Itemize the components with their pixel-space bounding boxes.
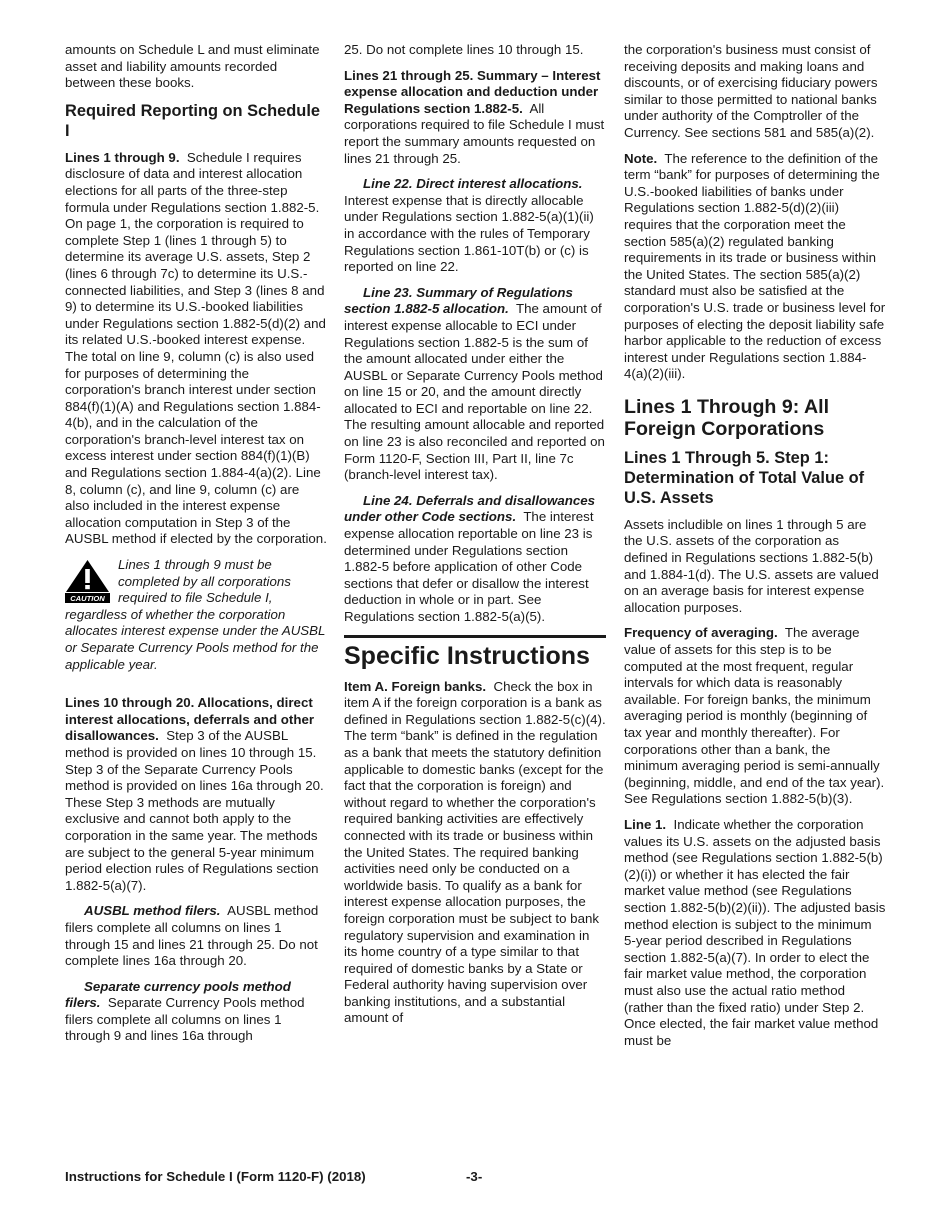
caution-note (65, 557, 327, 673)
paragraph-text: Check the box in item A if the foreign corporation is a bank as defined in Regulations section 1.882-5(c)(4). The term “bank” is defined in the regulation as a bank that meets the statutory definition applicable to domestic banks (except for the fact that the corporation is foreign) and without regard to whether the corporation's required banking activities are effectively connected with its trade or business within the United States. The required banking activities need only be conducted on a worldwide basis. To qualify as a bank for interest expense allocation purposes, the foreign corporation must be subject to bank regulatory supervision and examination in its home country of a type similar to that required of domestic banks by a State or Federal authority having supervision over banking institutions, and a substantial amount of (344, 678, 606, 1026)
run-in-heading: Item A. Foreign banks. (344, 678, 487, 694)
run-in-heading: Line 22. Direct interest allocations. (363, 176, 583, 192)
paragraph-item-a (344, 679, 606, 1027)
paragraph-lines-10-20 (65, 695, 327, 894)
paragraph-line-22 (344, 176, 606, 276)
run-in-heading: Lines 10 through 20. Allocations, direct interest allocations, deferrals and other disallowances. (65, 695, 315, 744)
run-in-heading: Lines 1 through 9. (65, 149, 180, 165)
heading-step-1: Lines 1 Through 5. Step 1: Determination of Total Value of U.S. Assets (624, 448, 865, 507)
caution-icon (65, 559, 110, 603)
run-in-heading: Line 24. Deferrals and disallowances under other Code sections. (344, 492, 596, 525)
paragraph-text: Schedule I requires disclosure of data and interest allocation elections for all parts of the three-step formula under Regulations section 1.882-5. On page 1, the corporation is required to complete Step 1 (lines 1 through 5) to determine its average U.S. assets, Step 2 (lines 6 through 7c) to determine its U.S.-connected liabilities, and Step 3 (lines 8 and 9) to determine its U.S.-booked liabilities under Regulations section 1.882-5(d)(2) and its related U.S.-booked interest expense. The total on line 9, column (c) is also used for purposes of determining the corporation's branch interest under section 884(f)(1)(A) and Regulations section 1.884-4(b), and in the calculation of the corporation's branch-level interest tax on excess interest under section 884(f)(1)(B) and Regulations section 1.884-4(a)(2). Line 8, column (c), and line 9, column (c) are also included in the interest expense allocation computation in Step 3 of the AUSBL method if elected by the corporation. (65, 149, 327, 547)
paragraph-text: Separate Currency Pools method filers complete all columns on lines 1 through 9 and lines 16a through (65, 995, 305, 1044)
run-in-heading: Note. (624, 150, 658, 166)
paragraph-line-23 (344, 285, 606, 484)
paragraph-text: The average value of assets for this step is to be computed at the most frequent, regular intervals for which data is reasonably available. For foreign banks, the minimum averaging period is monthly (beginning of tax year and monthly thereafter). For corporations other than a bank, the minimum averaging period is semi-annually (beginning, middle, and end of the tax year). See Regulations section 1.882-5(b)(3). (624, 625, 885, 807)
paragraph-text: The reference to the definition of the term “bank” for purposes of determining the U.S.-booked liabilities of banks under Regulations section 1.882-5(d)(2)(iii) requires that the corporation meet the section 585(a)(2) regulated banking requirements in its trade or business within the United States. The section 585(a)(2) standard must also be satisfied at the corporation's U.S. trade or business level for purposes of electing the deposit liability safe harbor applicable to the reduction of excess interest under Regulations section 1.884-4(a)(2)(iii). (624, 150, 886, 382)
paragraph-text: AUSBL method filers complete all columns on lines 1 through 15 and lines 21 through 25. Do not complete lines 16a through 20. (65, 903, 319, 969)
run-in-heading: Frequency of averaging. (624, 625, 778, 641)
column-1 (65, 42, 327, 1054)
run-in-heading: Line 1. (624, 816, 667, 832)
paragraph-text: The interest expense allocation reportable on line 23 is determined under Regulations section 1.882-5 before application of other Code sections that defer or disallow the interest deduction in whole or in part. See Regulations section 1.882-5(a)(5). (344, 509, 594, 624)
run-in-heading: Separate currency pools method filers. (65, 978, 291, 1011)
paragraph-separate-pools (65, 979, 327, 1045)
paragraph-text: Step 3 of the AUSBL method is provided on lines 10 through 15. Step 3 of the Separate Currency Pools method is provided on lines 16a through 20. These Step 3 methods are mutually exclusive and cannot both apply to the corporation in the same year. The methods are subject to the general 5-year minimum period election rules of Regulations section 1.882-5(a)(7). (65, 728, 324, 893)
column-2 (344, 42, 606, 1036)
heading-required-reporting: Required Reporting on Schedule I (65, 101, 320, 140)
heading-lines-1-9: Lines 1 Through 9: All Foreign Corporations (624, 395, 830, 440)
heading-specific-instructions: Specific Instructions (344, 635, 606, 671)
footer-title: Instructions for Schedule I (Form 1120-F) (2018) (65, 1169, 366, 1184)
caution-text: Lines 1 through 9 must be completed by all corporations required to file Schedule I, regardless of whether the corporation allocates interest expense under the AUSBL or Separate Currency Pools method for the applicable year. (65, 557, 326, 672)
run-in-heading: Line 23. Summary of Regulations section 1.882-5 allocation. (344, 284, 573, 317)
paragraph-line-1 (624, 817, 886, 1049)
paragraph-note (624, 151, 886, 383)
paragraph-lines-21-25 (344, 68, 606, 168)
paragraph: amounts on Schedule L and must eliminate asset and liability amounts recorded between these books. (65, 42, 320, 91)
page-number: -3- (466, 1169, 483, 1184)
paragraph-lines-1-9 (65, 150, 327, 548)
column-3 (624, 42, 886, 1058)
paragraph-text: Indicate whether the corporation values its U.S. assets on the adjusted basis method (see Regulations section 1.882-5(b)(2)(i)) or whether it has elected the fair market value method (see Regulations section 1.882-5(b)(2)(ii)). The adjusted basis method election is subject to the minimum 5-year period described in Regulations section 1.882-5(a)(7). In order to elect the fair market value method, the corporation must also use the actual ratio method (rather than the fixed ratio) under Step 2. Once elected, the fair market value method must be (624, 816, 886, 1048)
paragraph: the corporation's business must consist of receiving deposits and making loans and discounts, or of exercising fiduciary powers similar to those permitted to national banks under authority of the Comptroller of the Currency. See sections 581 and 585(a)(2). (624, 42, 878, 140)
paragraph-ausbl-filers (65, 903, 327, 969)
paragraph-text: All corporations required to file Schedule I must report the summary amounts requested on lines 21 through 25. (344, 100, 605, 166)
paragraph-frequency (624, 625, 886, 808)
run-in-heading: Lines 21 through 25. Summary – Interest expense allocation and deduction under Regulations section 1.882-5. (344, 67, 601, 116)
paragraph-text: Interest expense that is directly allocable under Regulations section 1.882-5(a)(1)(ii) in accordance with the rules of Temporary Regulations section 1.861-10T(b) or (c) is reported on line 22. (344, 192, 594, 275)
run-in-heading: AUSBL method filers. (84, 903, 221, 919)
paragraph-text: The amount of interest expense allocable to ECI under Regulations section 1.882-5 is the sum of the amount allocated under either the AUSBL or Separate Currency Pools method on line 15 or 20, and the amount directly allocated to ECI and reportable on line 22. The resulting amount allocable and reported on line 23 is also reconciled and reported on Form 1120-F, Section III, Part II, line 7c (branch-level interest tax). (344, 301, 605, 483)
paragraph: Assets includible on lines 1 through 5 are the U.S. assets of the corporation as defined in Regulations sections 1.882-5(b) and 1.884-1(d). The U.S. assets are valued on an average basis for interest expense allocation purposes. (624, 516, 879, 615)
paragraph-line-24 (344, 493, 606, 626)
paragraph: 25. Do not complete lines 10 through 15. (344, 42, 584, 57)
caution-label: CAUTION (70, 594, 105, 604)
